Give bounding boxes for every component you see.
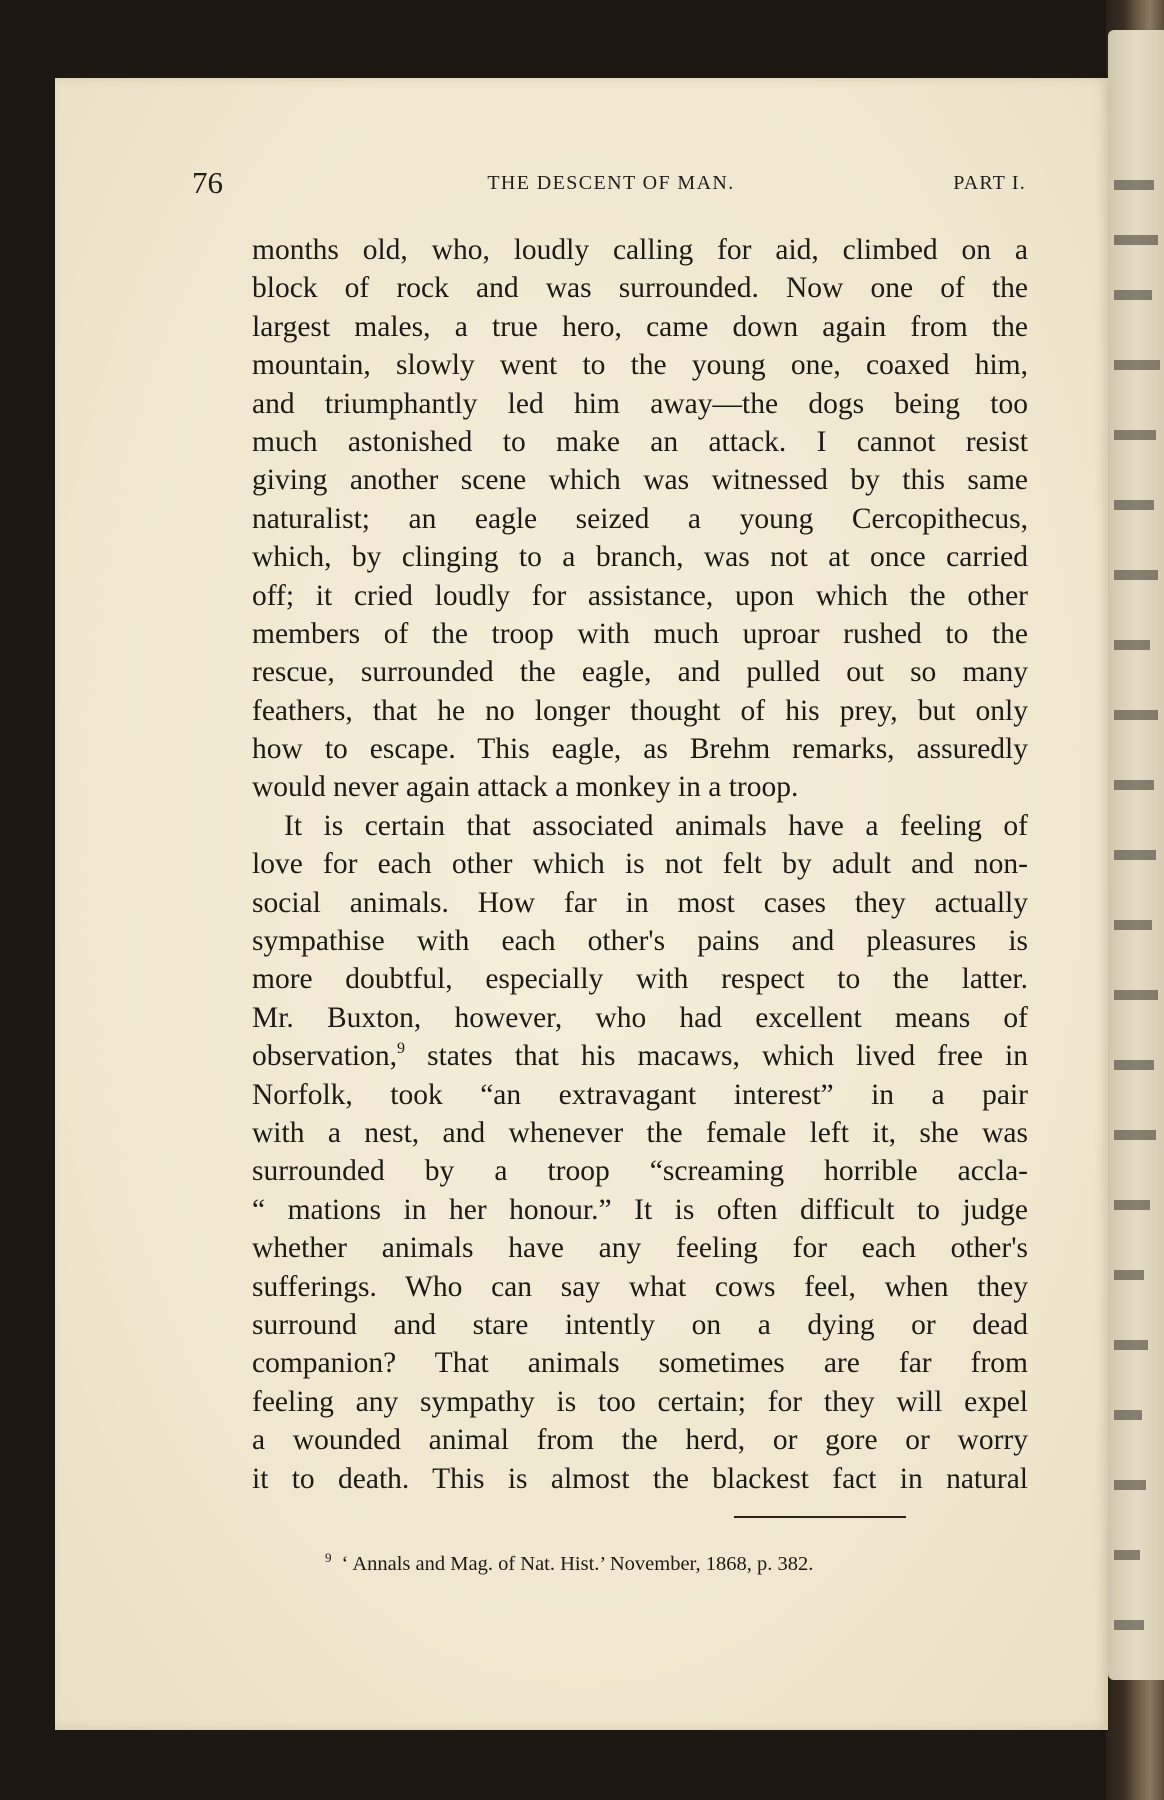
footnote bbox=[325, 1544, 1025, 1578]
running-title: THE DESCENT OF MAN. bbox=[487, 172, 735, 194]
part-label: PART I. bbox=[953, 172, 1026, 194]
text-line: “ mations in her honour.” It is often difficult to judge bbox=[252, 1193, 1028, 1226]
text-line: feeling any sympathy is too certain; for they will expel bbox=[252, 1385, 1028, 1418]
page-header bbox=[192, 163, 1030, 203]
text-line: more doubtful, especially with respect to the latter. bbox=[252, 963, 1028, 996]
text-line: love for each other which is not felt by adult and non- bbox=[252, 848, 1028, 881]
text-line: with a nest, and whenever the female left it, she was bbox=[252, 1116, 1028, 1149]
body-text bbox=[252, 231, 1028, 1498]
text-line: naturalist; an eagle seized a young Cercopithecus, bbox=[252, 502, 1028, 535]
text-line: mountain, slowly went to the young one, coaxed him, bbox=[252, 349, 1028, 382]
text-line: much astonished to make an attack. I cannot resist bbox=[252, 425, 1028, 458]
text-line: sympathise with each other's pains and pleasures is bbox=[252, 925, 1028, 958]
text-line: which, by clinging to a branch, was not at once carried bbox=[252, 541, 1028, 574]
line-remainder: states that his macaws, which lived free in bbox=[427, 1040, 1029, 1073]
text-line: how to escape. This eagle, as Brehm remarks, assuredly bbox=[252, 733, 1028, 766]
text-line: Norfolk, took “an extravagant interest” in a pair bbox=[252, 1078, 1028, 1111]
text-line: social animals. How far in most cases they actually bbox=[252, 886, 1028, 919]
adjacent-page-edge bbox=[1108, 30, 1164, 1680]
footnote-mark: 9 bbox=[325, 1550, 332, 1565]
text-line: It is certain that associated animals have a feeling of bbox=[284, 809, 1028, 842]
text-line: months old, who, loudly calling for aid, climbed on a bbox=[252, 234, 1028, 266]
text-line: companion? That animals sometimes are far from bbox=[252, 1347, 1028, 1380]
text-line: would never again attack a monkey in a troop. bbox=[252, 771, 799, 804]
text-line: off; it cried loudly for assistance, upon which the other bbox=[252, 579, 1028, 612]
footnote-text: ‘ Annals and Mag. of Nat. Hist.’ November, 1868, p. 382. bbox=[341, 1553, 814, 1575]
text-line: Mr. Buxton, however, who had excellent means of bbox=[252, 1001, 1028, 1034]
footnote-divider bbox=[734, 1516, 906, 1518]
text-line: rescue, surrounded the eagle, and pulled out so many bbox=[252, 656, 1028, 689]
observation-word: observation, bbox=[252, 1040, 398, 1073]
page-number: 76 bbox=[192, 165, 223, 200]
footnote-reference[interactable]: 9 bbox=[397, 1040, 406, 1058]
text-line: sufferings. Who can say what cows feel, when they bbox=[252, 1270, 1028, 1303]
text-line: and triumphantly led him away—the dogs being too bbox=[252, 387, 1028, 420]
text-line: surround and stare intently on a dying or dead bbox=[252, 1308, 1028, 1341]
text-line: members of the troop with much uproar rushed to the bbox=[252, 617, 1028, 650]
text-line: feathers, that he no longer thought of his prey, but only bbox=[252, 694, 1028, 727]
text-line: whether animals have any feeling for each other's bbox=[252, 1232, 1028, 1265]
text-line: surrounded by a troop “screaming horrible accla- bbox=[252, 1155, 1028, 1188]
text-line-with-footnote bbox=[252, 1037, 1028, 1075]
text-line: largest males, a true hero, came down again from the bbox=[252, 310, 1028, 343]
text-line: giving another scene which was witnessed by this same bbox=[252, 464, 1028, 497]
text-line: it to death. This is almost the blackest fact in natural bbox=[252, 1462, 1028, 1495]
text-line: a wounded animal from the herd, or gore or worry bbox=[252, 1424, 1028, 1457]
text-line: block of rock and was surrounded. Now one of the bbox=[252, 272, 1028, 305]
